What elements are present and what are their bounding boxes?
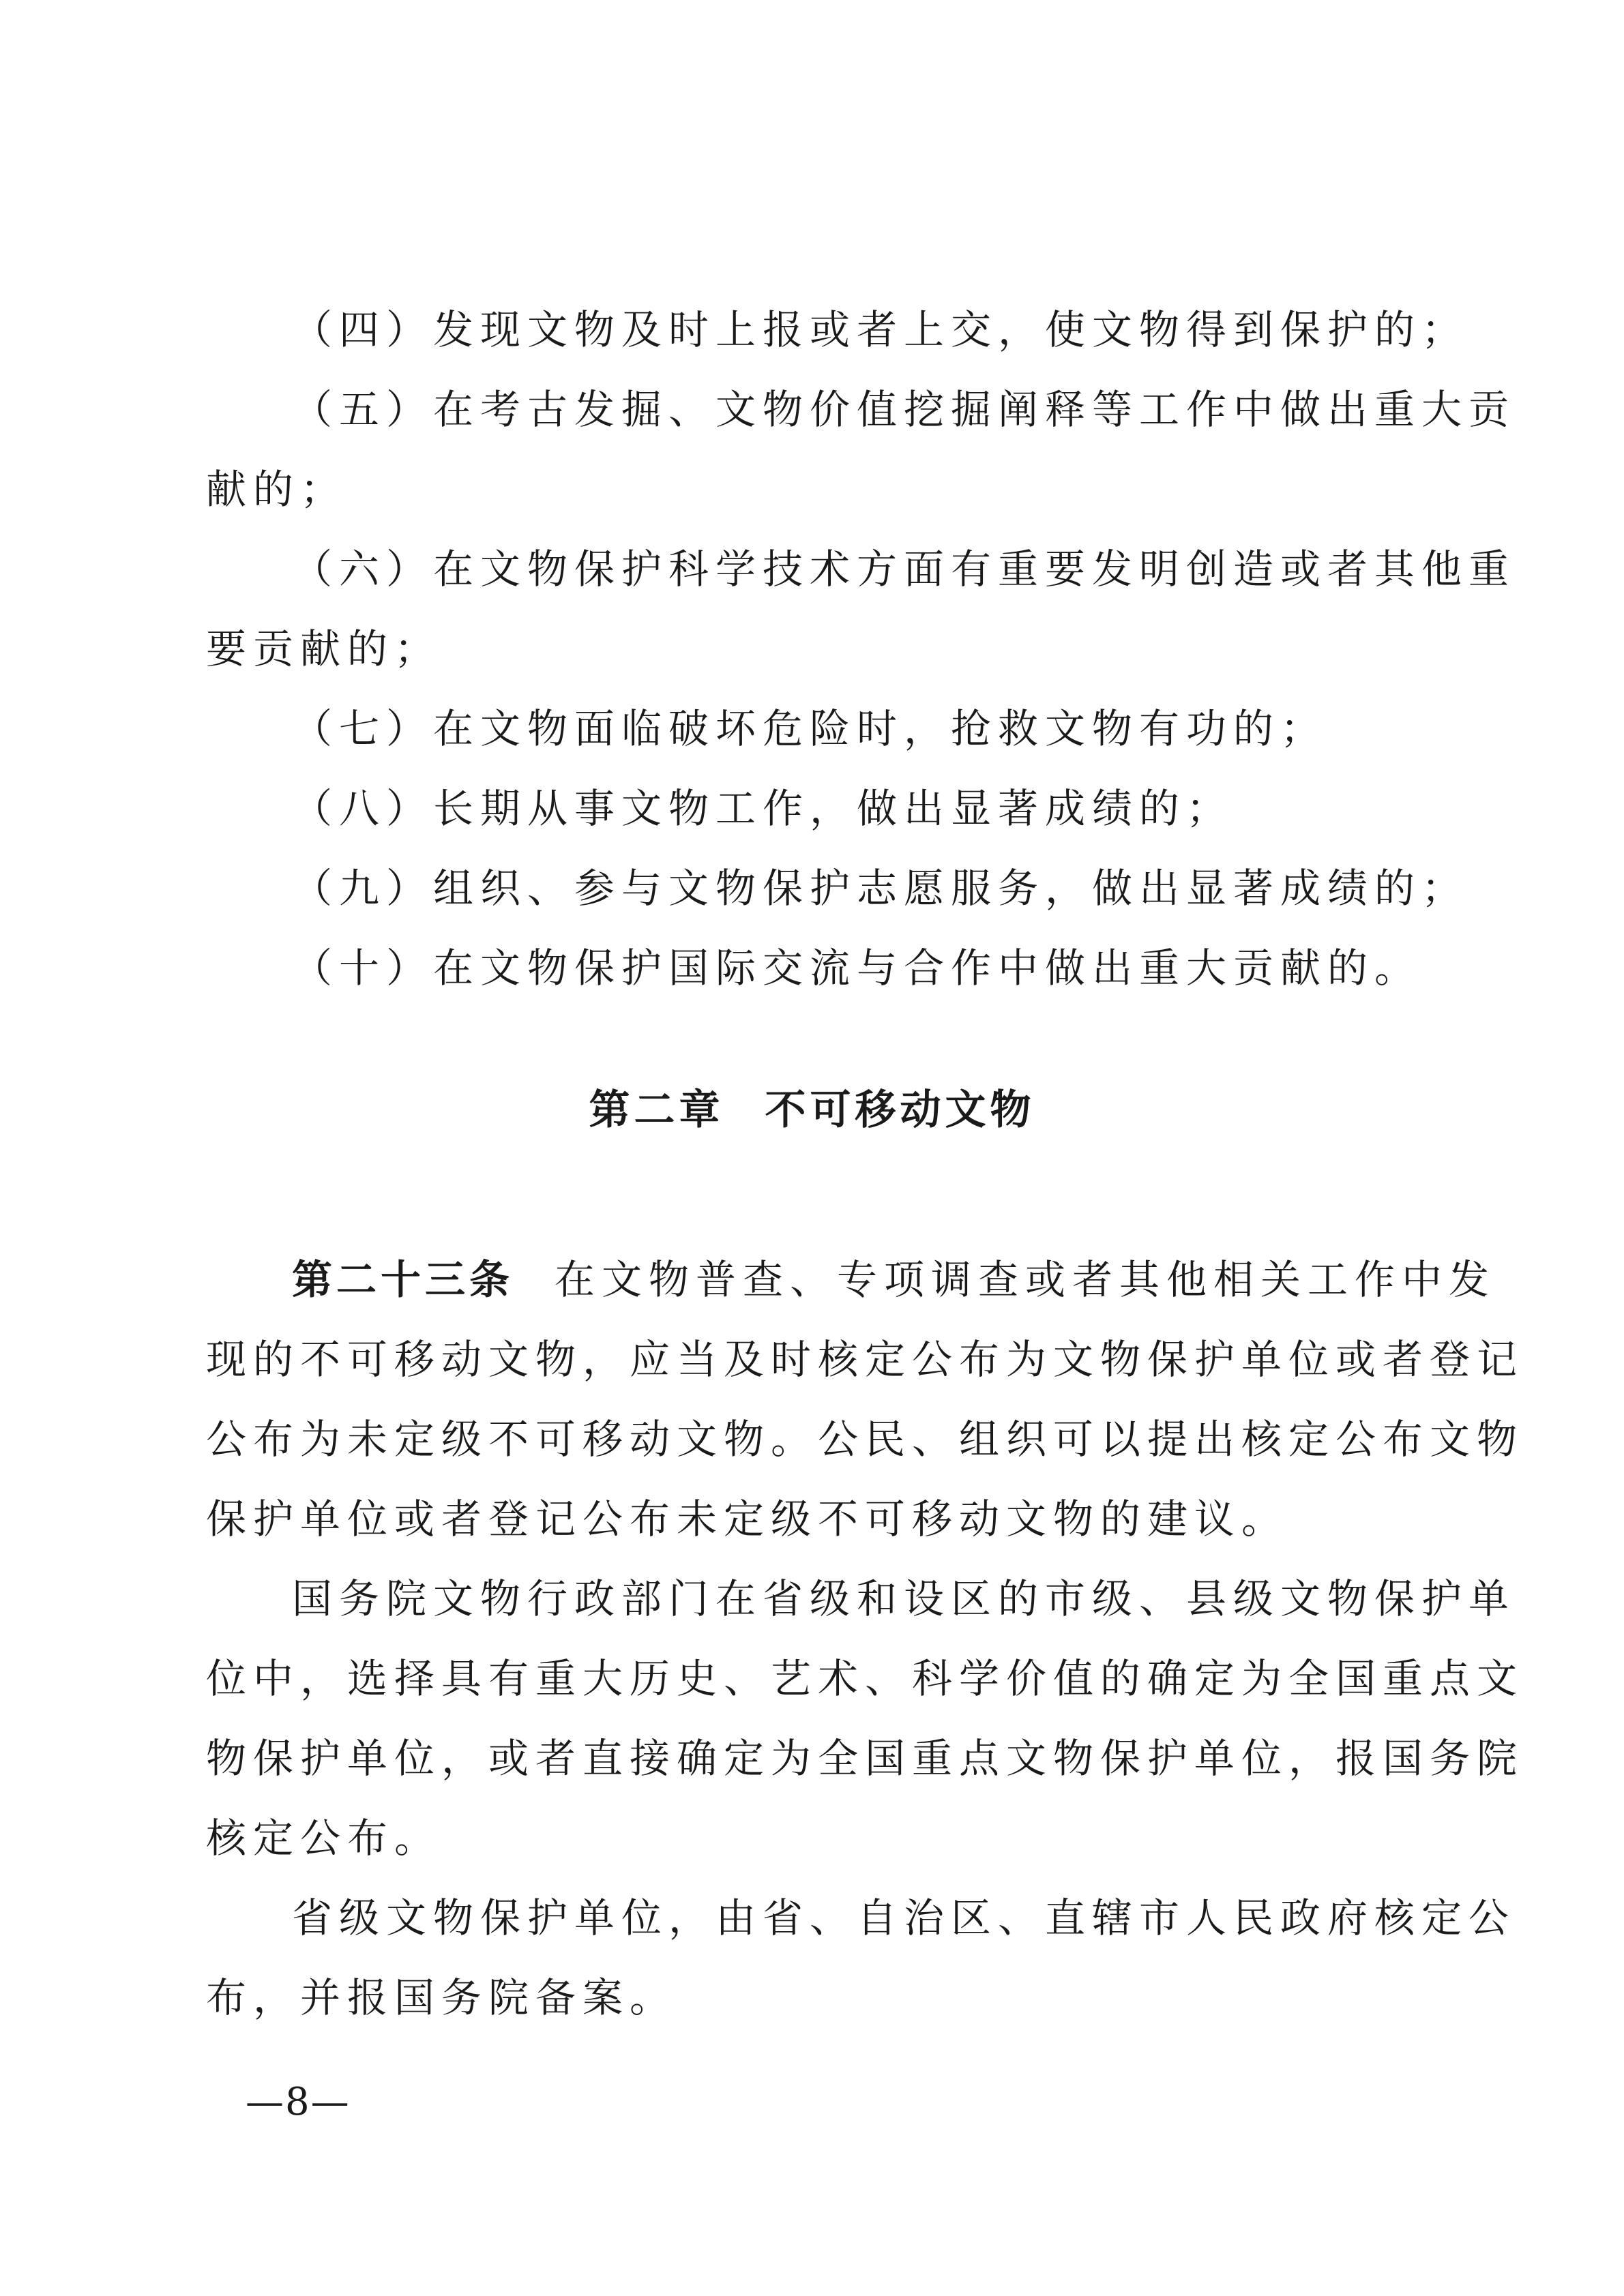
article-paragraph-2 [206,1559,1524,1878]
list-item-line: （七）在文物面临破坏危险时，抢救文物有功的； [292,705,1328,752]
article-line: 现的不可移动文物，应当及时核定公布为文物保护单位或者登记 [206,1336,1524,1383]
article-line: 保护单位或者登记公布未定级不可移动文物的建议。 [206,1495,1289,1542]
list-item-line: （六）在文物保护科学技术方面有重要发明创造或者其他重 [292,546,1516,593]
list-item-8 [206,769,1420,848]
list-item-5 [206,370,1516,529]
article-paragraph-3 [206,1878,1516,2038]
list-item-10 [206,928,1420,1008]
article-line: 国务院文物行政部门在省级和设区的市级、县级文物保护单 [292,1575,1516,1622]
article-line [206,1240,1496,1320]
list-item-line: （四）发现文物及时上报或者上交，使文物得到保护的； [292,306,1469,353]
article-paragraph-1 [206,1240,1524,1559]
article-line: 公布为未定级不可移动文物。公民、组织可以提出核定公布文物 [206,1416,1524,1463]
article-line: 位中，选择具有重大历史、艺术、科学价值的确定为全国重点文 [206,1655,1524,1702]
chapter-title: 不可移动文物 [765,1086,1035,1134]
chapter-heading [0,1079,1624,1141]
list-item-6 [206,529,1516,689]
article-line-text: 在文物普查、专项调查或者其他相关工作中发 [555,1256,1496,1303]
list-item-9 [206,848,1469,928]
list-item-line: （九）组织、参与文物保护志愿服务，做出显著成绩的； [292,865,1469,912]
list-item-line: 要贡献的； [206,625,442,672]
award-conditions-list [206,290,1516,1008]
article-line: 布，并报国务院备案。 [206,1974,677,2021]
list-item-line: （八）长期从事文物工作，做出显著成绩的； [292,785,1234,832]
list-item-4 [206,290,1469,370]
article-23 [206,1240,1524,2038]
chapter-number: 第二章 [589,1086,724,1134]
page-number: —8— [246,2080,351,2124]
list-item-line: （十）在文物保护国际交流与合作中做出重大贡献的。 [292,944,1422,992]
list-item-line: 献的； [206,466,348,513]
article-line: 省级文物保护单位，由省、自治区、直辖市人民政府核定公 [292,1894,1516,1941]
list-item-line: （五）在考古发掘、文物价值挖掘阐释等工作中做出重大贡 [292,386,1516,433]
article-line: 物保护单位，或者直接确定为全国重点文物保护单位，报国务院 [206,1735,1524,1782]
article-label: 第二十三条 [292,1256,514,1303]
article-line: 核定公布。 [206,1815,442,1862]
list-item-7 [206,689,1420,769]
